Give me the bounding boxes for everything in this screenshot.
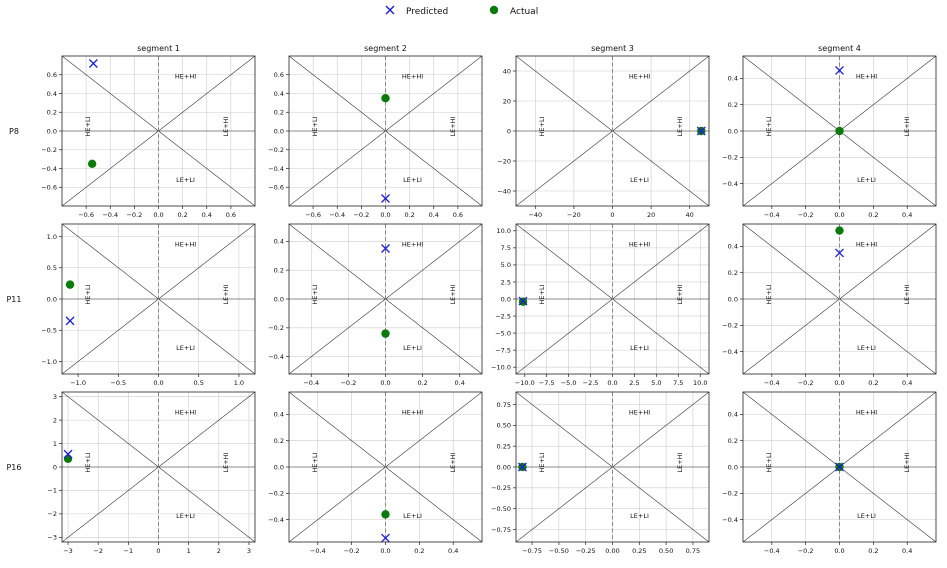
- x-tick-label: 0.0: [834, 211, 845, 219]
- quadrant-label-right: LE+HI: [221, 452, 230, 473]
- y-tick-label: −0.5: [41, 326, 57, 335]
- x-tick-label: −0.50: [548, 547, 569, 555]
- quadrant-label-top: HE+HI: [628, 72, 651, 81]
- scatter-panel: [268, 392, 482, 555]
- quadrant-label-left: HE+LI: [537, 116, 546, 137]
- x-tick-label: 0.25: [632, 547, 647, 555]
- x-tick-label: 0.2: [417, 379, 428, 387]
- quadrant-label-bottom: LE+LI: [403, 176, 422, 184]
- y-tick-label: 0.2: [273, 108, 284, 117]
- y-tick-label: 1: [52, 439, 57, 448]
- y-tick-label: −1: [47, 486, 57, 495]
- x-tick-label: 0.4: [448, 547, 459, 555]
- x-tick-label: 0.6: [225, 211, 237, 219]
- scatter-panel: [268, 56, 482, 219]
- y-tick-label: −0.2: [268, 146, 284, 155]
- legend-item-predicted: [386, 6, 448, 17]
- legend: [386, 6, 538, 17]
- y-tick-label: 10.0: [496, 227, 511, 236]
- y-tick-label: −0.75: [491, 525, 511, 534]
- quadrant-label-top: HE+HI: [174, 240, 197, 249]
- y-tick-label: 0: [506, 127, 511, 136]
- x-tick-label: −2: [93, 547, 103, 555]
- quadrant-label-top: HE+HI: [855, 72, 878, 81]
- quadrant-label-left: HE+LI: [764, 116, 773, 137]
- y-tick-label: 0.2: [727, 100, 738, 109]
- x-tick-label: 2: [216, 547, 221, 555]
- y-tick-label: −0.2: [722, 153, 738, 162]
- y-tick-label: −0.4: [268, 515, 284, 524]
- x-tick-label: 0.0: [153, 379, 164, 387]
- x-tick-label: 2.5: [629, 379, 640, 387]
- x-tick-label: −0.4: [102, 211, 119, 219]
- y-tick-label: −0.4: [268, 164, 284, 173]
- predicted-point: [66, 317, 74, 325]
- x-tick-label: 0.0: [153, 211, 164, 219]
- y-tick-label: 0.0: [46, 127, 57, 136]
- quadrant-label-right: LE+HI: [448, 116, 457, 137]
- y-tick-label: −40: [497, 187, 511, 196]
- x-tick-label: 0.2: [868, 379, 879, 387]
- quadrant-label-right: LE+HI: [675, 116, 684, 137]
- quadrant-label-left: HE+LI: [537, 284, 546, 305]
- y-tick-label: 0.4: [727, 410, 738, 419]
- y-tick-label: −0.4: [722, 347, 738, 356]
- x-tick-label: 0.2: [404, 211, 415, 219]
- actual-point: [835, 127, 843, 135]
- x-tick-label: 0.0: [380, 211, 391, 219]
- y-tick-label: 0.75: [496, 400, 511, 409]
- y-tick-label: 0.0: [273, 463, 284, 472]
- quadrant-label-left: HE+LI: [83, 452, 92, 473]
- x-tick-label: 0.0: [834, 547, 845, 555]
- quadrant-label-bottom: LE+LI: [857, 344, 876, 352]
- quadrant-label-bottom: LE+LI: [857, 176, 876, 184]
- y-tick-label: 0.0: [727, 127, 738, 136]
- x-tick-label: 10.0: [692, 379, 708, 387]
- quadrant-label-left: HE+LI: [537, 452, 546, 473]
- x-tick-label: −0.2: [353, 211, 370, 219]
- x-tick-label: 0.5: [193, 379, 204, 387]
- quadrant-label-top: HE+HI: [401, 408, 424, 417]
- y-tick-label: −0.4: [268, 352, 284, 361]
- legend-item-actual: [490, 6, 538, 17]
- x-tick-label: −0.6: [78, 211, 95, 219]
- column-title: segment 2: [364, 44, 407, 53]
- x-tick-label: 0.4: [902, 379, 913, 387]
- y-tick-label: −2: [47, 510, 57, 519]
- x-tick-label: 0.4: [902, 547, 913, 555]
- legend-label-actual: Actual: [510, 7, 539, 17]
- x-tick-label: 0: [610, 211, 615, 219]
- y-tick-label: −0.6: [268, 183, 284, 192]
- x-tick-label: −2.5: [582, 379, 599, 387]
- x-tick-label: −1: [123, 547, 134, 555]
- x-tick-label: 40: [685, 211, 694, 219]
- x-tick-label: 0: [156, 547, 161, 555]
- y-tick-label: −7.5: [495, 346, 511, 355]
- y-tick-label: 0.0: [273, 127, 284, 136]
- x-tick-label: −7.5: [538, 379, 555, 387]
- x-tick-label: 0.2: [177, 211, 188, 219]
- x-tick-label: −0.4: [763, 211, 780, 219]
- y-tick-label: 7.5: [500, 244, 511, 253]
- y-tick-label: 2.5: [500, 278, 511, 287]
- x-tick-label: 0.4: [454, 379, 465, 387]
- actual-point: [381, 510, 389, 518]
- y-tick-label: −10.0: [491, 363, 511, 372]
- quadrant-label-top: HE+HI: [174, 408, 197, 417]
- scatter-panel: [722, 56, 936, 219]
- quadrant-label-bottom: LE+LI: [176, 176, 195, 184]
- x-tick-label: 0.2: [414, 547, 425, 555]
- x-tick-label: −0.2: [797, 211, 814, 219]
- y-tick-label: −1.0: [41, 357, 57, 366]
- quadrant-label-right: LE+HI: [448, 284, 457, 305]
- x-tick-label: 1.0: [233, 379, 245, 387]
- quadrant-label-right: LE+HI: [448, 452, 457, 473]
- y-tick-label: −0.4: [41, 164, 57, 173]
- scatter-panel: [47, 392, 255, 555]
- x-tick-label: −0.4: [303, 379, 320, 387]
- y-tick-label: −0.2: [722, 321, 738, 330]
- y-tick-label: −0.2: [268, 489, 284, 498]
- y-tick-label: 40: [502, 67, 511, 76]
- x-tick-label: 7.5: [673, 379, 684, 387]
- y-tick-label: 0.50: [496, 421, 511, 430]
- quadrant-label-left: HE+LI: [764, 284, 773, 305]
- y-tick-label: 2: [52, 416, 57, 425]
- x-tick-label: 1: [186, 547, 191, 555]
- x-tick-label: 0.75: [685, 547, 701, 555]
- column-title: segment 4: [818, 44, 861, 53]
- quadrant-label-right: LE+HI: [675, 452, 684, 473]
- legend-marker-predicted: [386, 6, 394, 14]
- y-tick-label: −0.50: [491, 504, 511, 513]
- x-tick-label: −0.75: [522, 547, 543, 555]
- y-tick-label: 0.0: [46, 295, 57, 304]
- y-tick-label: −0.2: [268, 324, 284, 333]
- quadrant-label-top: HE+HI: [855, 408, 878, 417]
- quadrant-label-left: HE+LI: [310, 284, 319, 305]
- quadrant-label-right: LE+HI: [902, 452, 911, 473]
- scatter-panel: [491, 224, 709, 387]
- x-tick-label: 0.4: [428, 211, 439, 219]
- scatter-panel: [722, 392, 936, 555]
- actual-point: [64, 455, 72, 463]
- quadrant-label-bottom: LE+LI: [403, 344, 422, 352]
- x-tick-label: −0.2: [797, 547, 814, 555]
- y-tick-label: 0: [52, 463, 57, 472]
- x-tick-label: −0.4: [763, 547, 780, 555]
- y-tick-label: 0.0: [727, 463, 738, 472]
- quadrant-label-left: HE+LI: [83, 116, 92, 137]
- x-tick-label: −0.6: [305, 211, 322, 219]
- y-tick-label: 0.4: [46, 89, 57, 98]
- quadrant-label-top: HE+HI: [855, 240, 878, 249]
- quadrant-label-right: LE+HI: [221, 116, 230, 137]
- y-tick-label: −20: [497, 157, 511, 166]
- predicted-point: [89, 60, 97, 68]
- quadrant-label-left: HE+LI: [310, 116, 319, 137]
- y-tick-label: 0.6: [273, 71, 284, 80]
- legend-marker-actual: [490, 6, 498, 14]
- x-tick-label: 0.0: [380, 547, 391, 555]
- y-tick-label: −0.4: [722, 515, 738, 524]
- y-tick-label: 0.4: [273, 237, 284, 246]
- x-tick-label: 0.0: [380, 379, 391, 387]
- quadrant-label-left: HE+LI: [764, 452, 773, 473]
- quadrant-label-bottom: LE+LI: [630, 512, 649, 520]
- x-tick-label: −0.4: [309, 547, 326, 555]
- x-tick-label: −0.4: [763, 379, 780, 387]
- y-tick-label: 0.4: [727, 74, 738, 83]
- scatter-panel: [722, 224, 936, 387]
- y-tick-label: −2.5: [495, 312, 511, 321]
- y-tick-label: 0.2: [273, 436, 284, 445]
- x-tick-label: −5.0: [560, 379, 577, 387]
- scatter-panel: [268, 224, 482, 387]
- row-label: P16: [6, 463, 22, 472]
- x-tick-label: −0.5: [110, 379, 127, 387]
- x-tick-label: −20: [567, 211, 581, 219]
- quadrant-label-bottom: LE+LI: [403, 512, 422, 520]
- x-tick-label: 0.0: [607, 379, 618, 387]
- y-tick-label: 0.6: [46, 71, 57, 80]
- quadrant-label-right: LE+HI: [675, 284, 684, 305]
- scatter-panel: [497, 56, 709, 219]
- y-tick-label: 0.4: [727, 242, 738, 251]
- quadrant-label-bottom: LE+LI: [176, 344, 195, 352]
- x-tick-label: 0.00: [605, 547, 620, 555]
- y-tick-label: 0.4: [273, 410, 284, 419]
- actual-point: [66, 280, 74, 288]
- quadrant-label-bottom: LE+LI: [176, 512, 195, 520]
- quadrant-label-left: HE+LI: [310, 452, 319, 473]
- quadrant-label-bottom: LE+LI: [630, 176, 649, 184]
- x-tick-label: 5.0: [651, 379, 662, 387]
- x-tick-label: 0.50: [658, 547, 674, 555]
- scatter-panel: [491, 392, 709, 555]
- scatter-panel: [41, 224, 255, 387]
- y-tick-label: 20: [502, 97, 511, 106]
- actual-point: [381, 94, 389, 102]
- y-tick-label: −0.25: [491, 484, 511, 493]
- x-tick-label: 0.2: [868, 547, 879, 555]
- y-tick-label: 0.4: [273, 89, 284, 98]
- quadrant-label-left: HE+LI: [83, 284, 92, 305]
- y-tick-label: 0.2: [727, 268, 738, 277]
- scatter-panel: [41, 56, 255, 219]
- quadrant-label-top: HE+HI: [174, 72, 197, 81]
- x-tick-label: −3: [63, 547, 73, 555]
- y-tick-label: 0.5: [46, 264, 57, 273]
- row-label: P8: [9, 127, 19, 136]
- y-tick-label: −0.2: [41, 146, 57, 155]
- y-tick-label: 0.0: [273, 295, 284, 304]
- x-tick-label: −0.4: [329, 211, 346, 219]
- quadrant-label-right: LE+HI: [221, 284, 230, 305]
- quadrant-label-top: HE+HI: [401, 240, 424, 249]
- y-tick-label: 0.0: [500, 295, 511, 304]
- x-tick-label: 0.4: [201, 211, 212, 219]
- y-tick-label: 0.2: [273, 266, 284, 275]
- x-tick-label: −0.2: [343, 547, 360, 555]
- y-tick-label: −3: [47, 533, 57, 542]
- x-tick-label: 0.0: [834, 379, 845, 387]
- x-tick-label: −0.2: [126, 211, 143, 219]
- panels: [6, 44, 936, 555]
- y-tick-label: 3: [52, 392, 57, 401]
- x-tick-label: −0.2: [340, 379, 357, 387]
- x-tick-label: −40: [528, 211, 543, 219]
- quadrant-label-right: LE+HI: [902, 284, 911, 305]
- x-tick-label: −0.25: [575, 547, 596, 555]
- column-title: segment 3: [591, 44, 634, 53]
- y-tick-label: 5.0: [500, 261, 511, 270]
- column-title: segment 1: [137, 44, 180, 53]
- actual-point: [835, 226, 843, 234]
- x-tick-label: 0.4: [902, 211, 913, 219]
- y-tick-label: −5.0: [495, 329, 511, 338]
- x-tick-label: −10.0: [514, 379, 535, 387]
- y-tick-label: −0.4: [722, 179, 738, 188]
- quadrant-label-top: HE+HI: [628, 408, 651, 417]
- y-tick-label: 1.0: [46, 232, 57, 241]
- x-tick-label: 20: [646, 211, 656, 219]
- row-label: P11: [6, 295, 22, 304]
- quadrant-label-bottom: LE+LI: [630, 344, 649, 352]
- x-tick-label: −0.2: [797, 379, 814, 387]
- x-tick-label: 3: [246, 547, 252, 555]
- y-tick-label: 0.00: [496, 463, 511, 472]
- y-tick-label: −0.6: [41, 183, 57, 192]
- y-tick-label: 0.2: [46, 108, 57, 117]
- y-tick-label: 0.2: [727, 436, 738, 445]
- actual-point: [381, 329, 389, 337]
- y-tick-label: −0.2: [722, 489, 738, 498]
- quadrant-label-top: HE+HI: [628, 240, 651, 249]
- quadrant-label-right: LE+HI: [902, 116, 911, 137]
- x-tick-label: 0.2: [868, 211, 879, 219]
- actual-point: [88, 160, 96, 168]
- y-tick-label: 0.25: [496, 442, 511, 451]
- legend-label-predicted: Predicted: [406, 7, 449, 17]
- x-tick-label: 0.6: [452, 211, 464, 219]
- quadrant-label-bottom: LE+LI: [857, 512, 876, 520]
- y-tick-label: 0.0: [727, 295, 738, 304]
- x-tick-label: −1.0: [70, 379, 86, 387]
- quadrant-label-top: HE+HI: [401, 72, 424, 81]
